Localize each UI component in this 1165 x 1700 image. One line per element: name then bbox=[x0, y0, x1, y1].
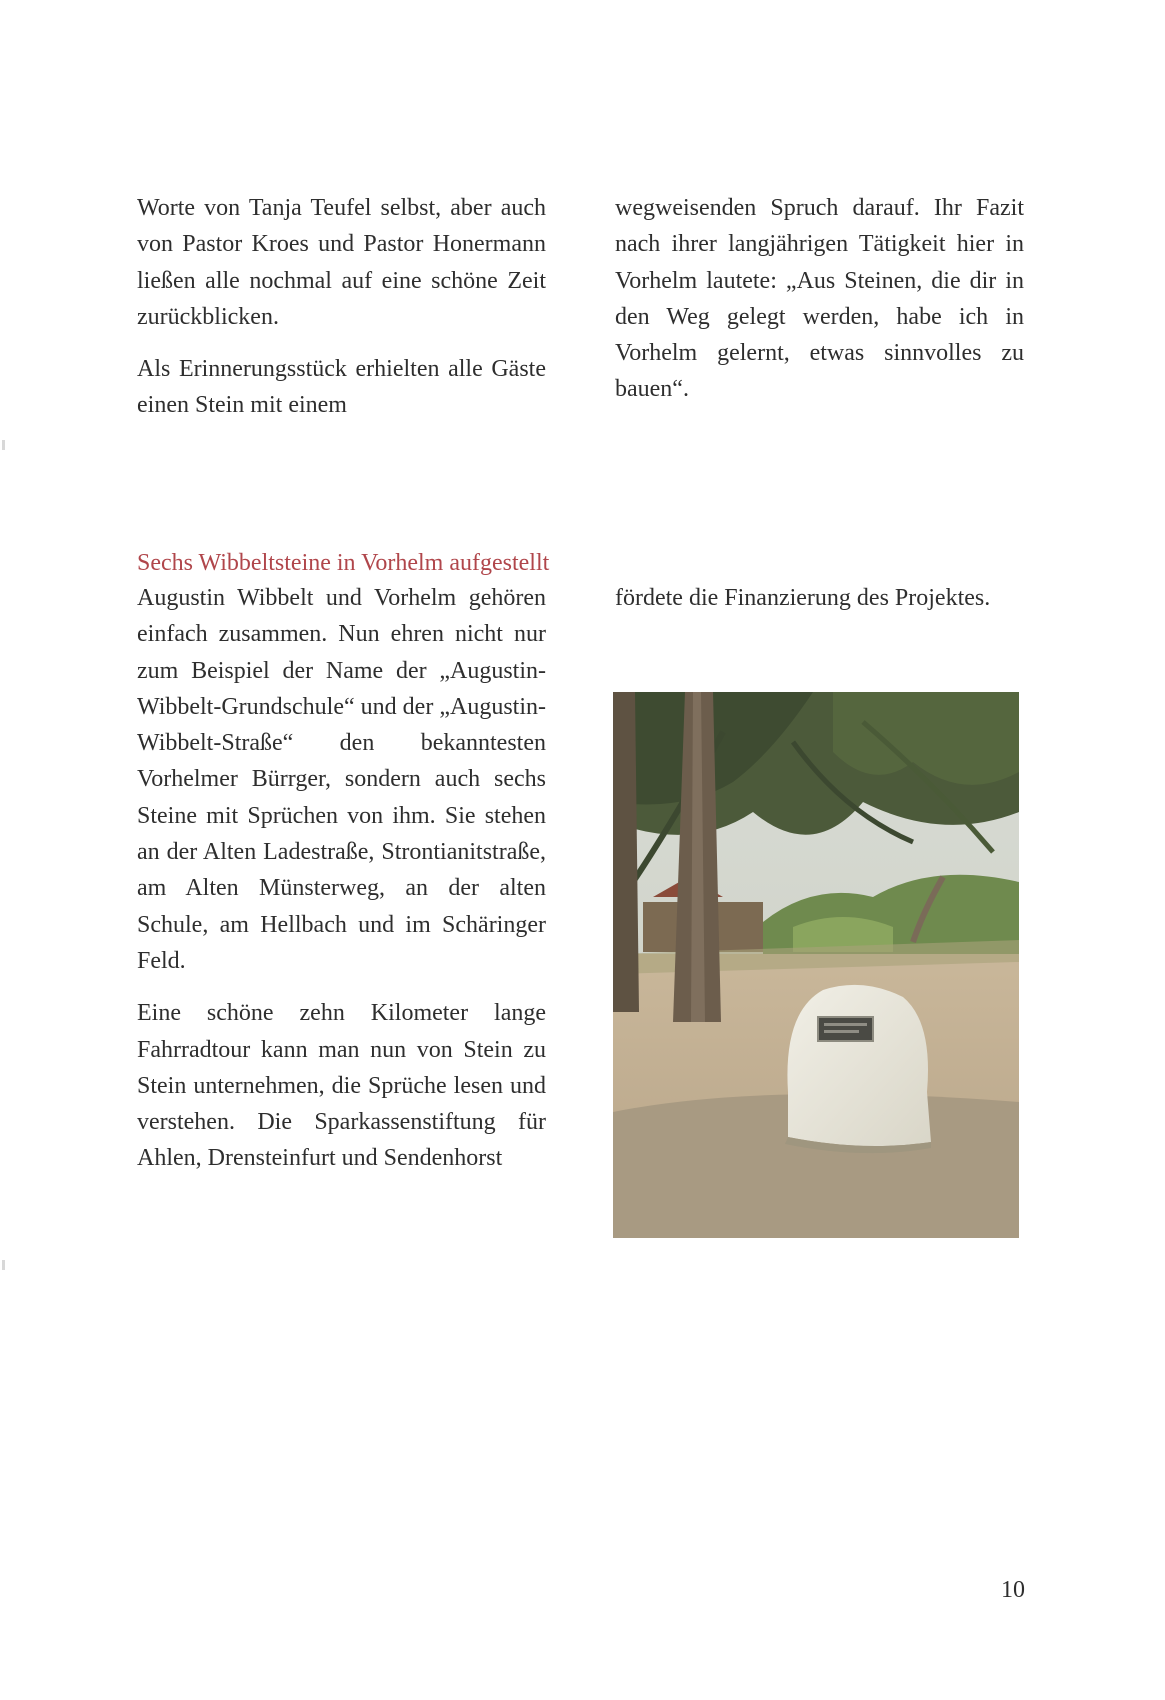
top-right-column bbox=[615, 190, 1024, 408]
paragraph: Eine schöne zehn Kilometer lange Fahrradtour kann man nun von Stein zu Stein unternehmen, die Sprüche lesen und verstehen. Die Sparkassenstiftung für Ahlen, Drensteinfurt und Sendenhorst bbox=[137, 1000, 546, 1172]
paragraph: Worte von Tanja Teufel selbst, aber auch von Pastor Kroes und Pastor Honermann ließen alle nochmal auf eine schöne Zeit zurückblicken. bbox=[137, 195, 546, 330]
photo-illustration bbox=[613, 692, 1019, 1238]
article-left-column bbox=[137, 580, 546, 1177]
paragraph: Als Erinnerungsstück erhielten alle Gäste einen Stein mit einem bbox=[137, 356, 546, 419]
page-number: 10 bbox=[1001, 1577, 1025, 1603]
paragraph: Augustin Wibbelt und Vorhelm gehören einfach zusammen. Nun ehren nicht nur zum Beispiel der Name der „Augustin-Wibbelt-Grundschule“ und der „Augustin-Wibbelt-Straße“ den bekanntesten Vorhelmer Bürrger, sondern auch sechs Steine mit Sprüchen von ihm. Sie stehen an der Alten Ladestraße, Strontianitstraße, am Alten Münsterweg, an der alten Schule, am Hellbach und im Schäringer Feld. bbox=[137, 585, 546, 974]
wibbelt-stone-photo bbox=[613, 692, 1019, 1238]
article-heading: Sechs Wibbeltsteine in Vorhelm aufgestellt bbox=[137, 550, 550, 576]
scan-edge-mark bbox=[2, 1260, 5, 1270]
article-right-column bbox=[615, 580, 1024, 616]
paragraph: fördete die Finanzierung des Projektes. bbox=[615, 585, 991, 611]
top-left-column bbox=[137, 190, 546, 424]
scan-edge-mark bbox=[2, 440, 5, 450]
paragraph: wegweisenden Spruch darauf. Ihr Fazit nach ihrer langjährigen Tätigkeit hier in Vorhelm lautete: „Aus Steinen, die dir in den Weg gelegt werden, habe ich in Vorhelm gelernt, etwas sinnvolles zu bauen“. bbox=[615, 195, 1024, 403]
